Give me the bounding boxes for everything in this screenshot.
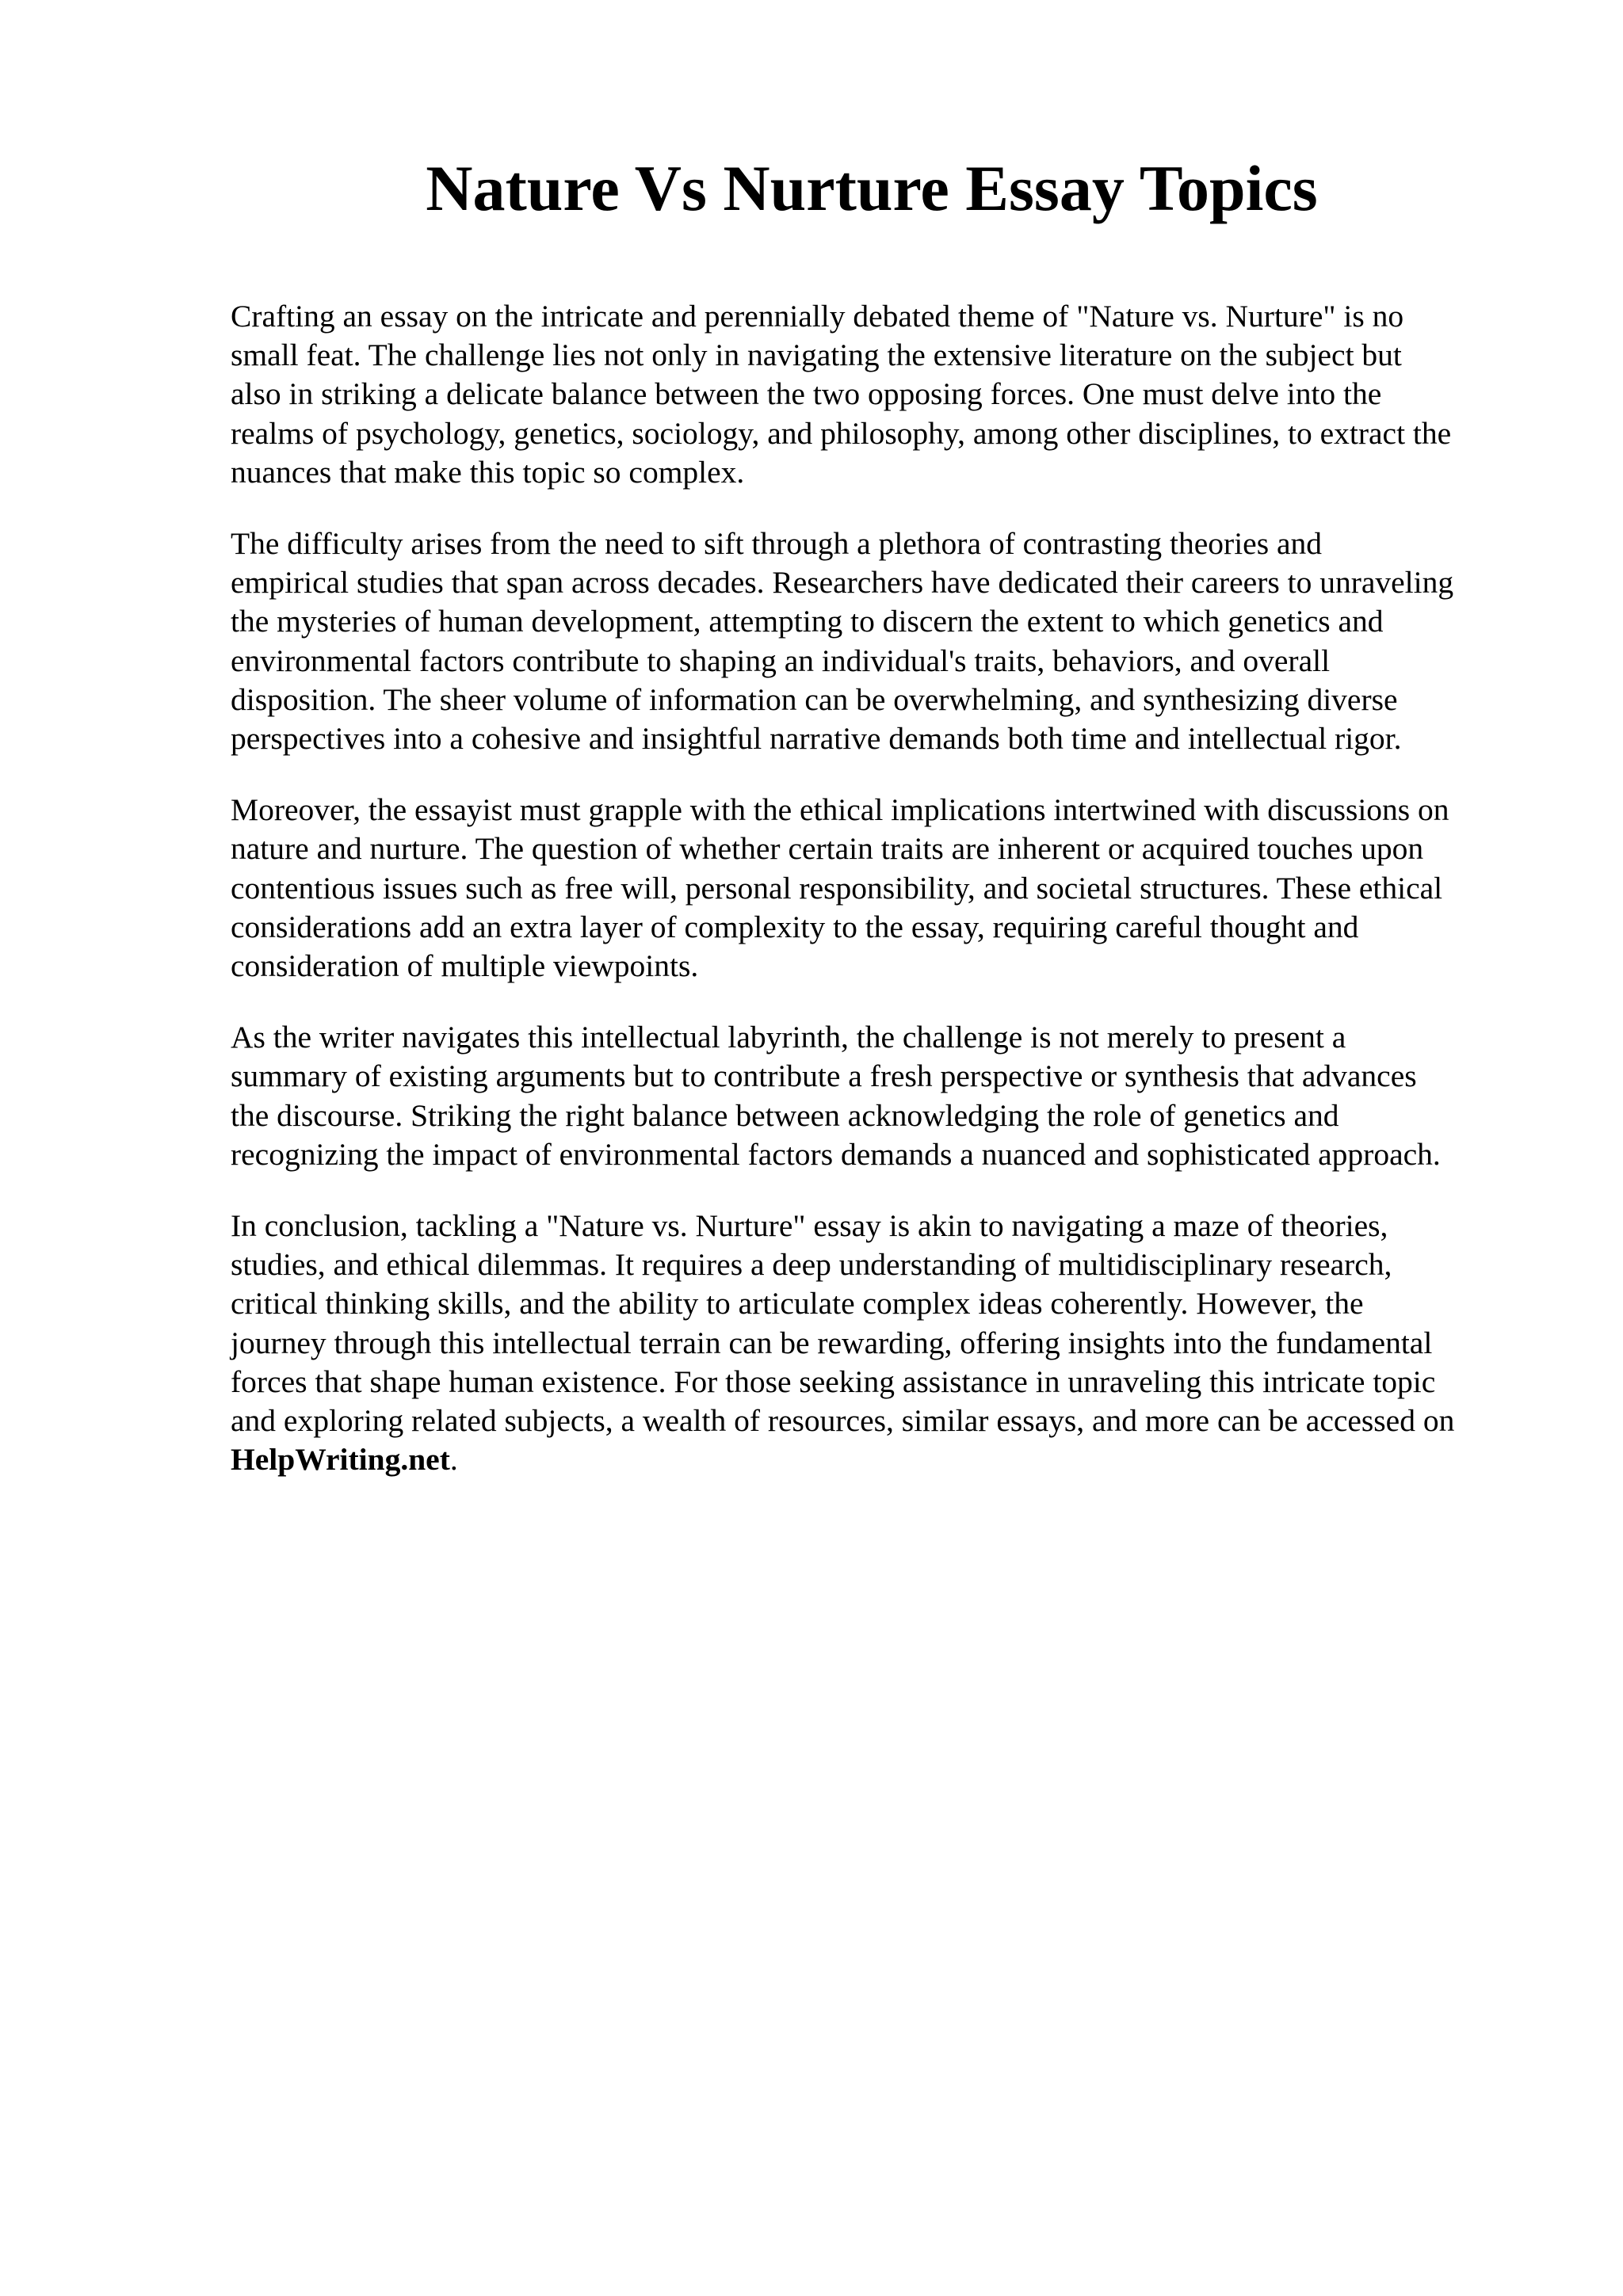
text-line: recognizing the impact of environmental factors demands a nuanced and sophisticated approach. [231, 1136, 1441, 1172]
paragraph-2 [231, 524, 1530, 758]
paragraph-3 [231, 791, 1530, 986]
paragraph-5 [231, 1207, 1530, 1479]
text-line: critical thinking skills, and the ability to articulate complex ideas coherently. However, the [231, 1286, 1364, 1322]
text-line: As the writer navigates this intellectual labyrinth, the challenge is not merely to present a [231, 1020, 1346, 1055]
text-line: also in striking a delicate balance between the two opposing forces. One must delve into the [231, 376, 1382, 412]
text-line: environmental factors contribute to shaping an individual's traits, behaviors, and overall [231, 643, 1331, 678]
paragraph-4 [231, 1018, 1530, 1174]
text-line: nuances that make this topic so complex. [231, 454, 745, 490]
document-title: Nature Vs Nurture Essay Topics [426, 152, 1318, 224]
text-line: Crafting an essay on the intricate and perennially debated theme of "Nature vs. Nurture" is no [231, 299, 1404, 334]
text-line: and exploring related subjects, a wealth of resources, similar essays, and more can be accessed on [231, 1403, 1455, 1439]
text-line: consideration of multiple viewpoints. [231, 948, 699, 984]
text-line: disposition. The sheer volume of information can be overwhelming, and synthesizing diverse [231, 681, 1398, 717]
text-line: summary of existing arguments but to contribute a fresh perspective or synthesis that advances [231, 1058, 1417, 1094]
paragraph-1 [231, 297, 1530, 492]
text-line: realms of psychology, genetics, sociology, and philosophy, among other disciplines, to extract the [231, 415, 1452, 451]
text-line: The difficulty arises from the need to sift through a plethora of contrasting theories and [231, 526, 1322, 562]
text-line: considerations add an extra layer of complexity to the essay, requiring careful thought and [231, 909, 1359, 944]
text-line: empirical studies that span across decades. Researchers have dedicated their careers to unraveling [231, 565, 1454, 601]
text-line: the mysteries of human development, attempting to discern the extent to which genetics and [231, 604, 1384, 639]
document-body [231, 297, 1530, 1512]
closing-period: . [449, 1442, 458, 1478]
text-line: contentious issues such as free will, personal responsibility, and societal structures. These ethical [231, 870, 1443, 906]
text-line: In conclusion, tackling a "Nature vs. Nurture" essay is akin to navigating a maze of theories, [231, 1208, 1388, 1244]
text-line: nature and nurture. The question of whether certain traits are inherent or acquired touches upon [231, 831, 1424, 867]
site-name-link[interactable]: HelpWriting.net [231, 1442, 450, 1478]
text-line: studies, and ethical dilemmas. It requires a deep understanding of multidisciplinary research, [231, 1247, 1392, 1283]
text-line: small feat. The challenge lies not only in navigating the extensive literature on the subject but [231, 338, 1402, 373]
closing-line [231, 1440, 1530, 1479]
text-line: perspectives into a cohesive and insightful narrative demands both time and intellectual rigor. [231, 721, 1402, 757]
text-line: Moreover, the essayist must grapple with the ethical implications intertwined with discussions on [231, 792, 1449, 828]
text-line: journey through this intellectual terrain can be rewarding, offering insights into the fundamental [231, 1325, 1433, 1360]
text-line: forces that shape human existence. For those seeking assistance in unraveling this intricate topic [231, 1363, 1436, 1399]
text-line: the discourse. Striking the right balance between acknowledging the role of genetics and [231, 1097, 1339, 1133]
